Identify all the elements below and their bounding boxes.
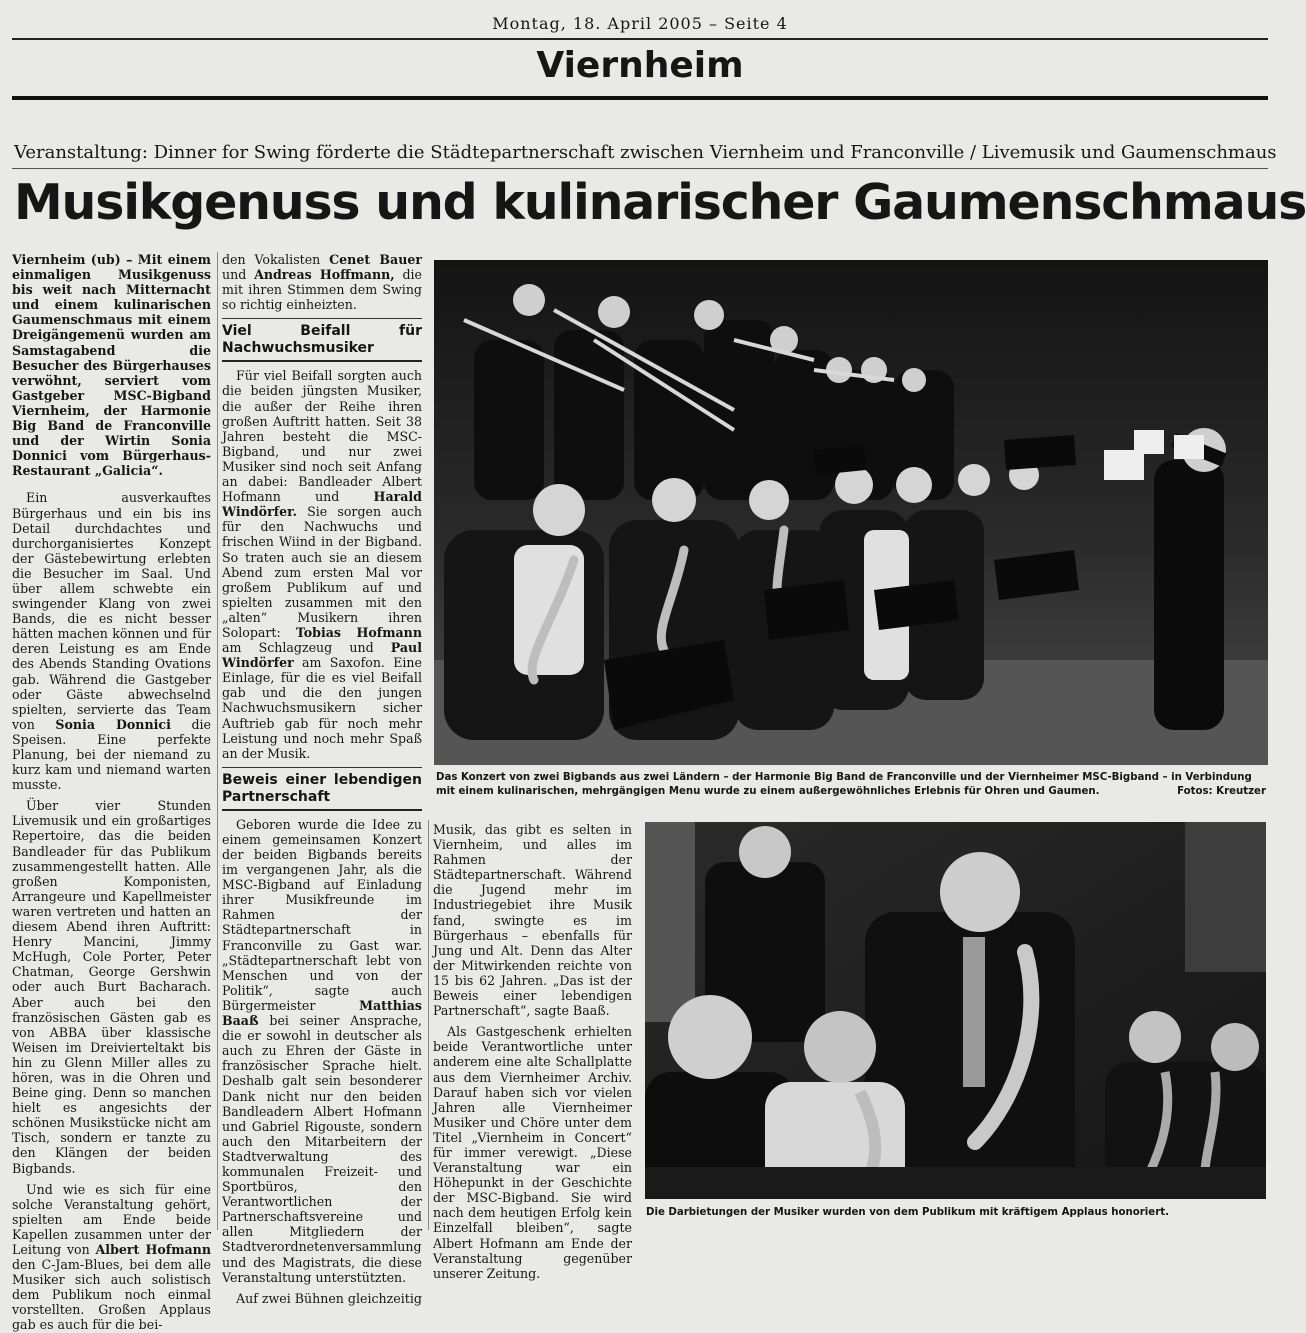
top-rule: [12, 38, 1268, 40]
body-paragraph: Auf zwei Bühnen gleichzeitig: [236, 1290, 422, 1306]
subheading-nachwuchs: Viel Beifall für Nachwuchsmusiker: [222, 318, 422, 362]
body-paragraph: Und wie es sich für eine solche Veranstaltung gehört, spielten am Ende beide Kapellen zusammen unter der Leitung von Albert Hofmann den C-Jam-Blues, bei dem alle Musiker sich auch solistisch dem Publikum noch einmal vorstellten. Großen Applaus gab es auch für die bei-: [12, 1181, 211, 1333]
column-divider: [217, 252, 218, 1230]
dateline: Montag, 18. April 2005 – Seite 4: [492, 14, 788, 33]
body-paragraph: Musik, das gibt es selten in Viernheim, und alles im Rahmen der Städtepartnerschaft. Während die Jugend mehr im Industriegebiet ihre Musik fand, swingte es im Bürgerhaus – ebenfalls für Jung und Alt. Denn das Alter der Mitwirkenden reichte von 15 bis 62 Jahren. „Das ist der Beweis einer lebendigen Partnerschaft“, sagte Baaß.: [433, 822, 632, 1019]
body-paragraph: den Vokalisten Cenet Bauer und Andreas Hoffmann, die mit ihren Stimmen dem Swing so richtig einheizten.: [222, 252, 423, 313]
subheading-partnerschaft: Beweis einer lebendigen Partnerschaft: [222, 767, 422, 811]
body-paragraph: Als Gastgeschenk erhielten beide Verantwortliche unter anderem eine alte Schallplatte aus dem Viernheimer Archiv. Darauf haben sich vor vielen Jahren alle Viernheimer Musiker und Chöre unter dem Titel „Viernheim in Concert“ für immer verewigt. „Diese Veranstaltung war ein Höhepunkt in der Geschichte der MSC-Bigband. Sie wird nach dem heutigen Erfolg kein Einzelfall bleiben“, sagte Albert Hofmann am Ende der Veranstaltung gegenüber unserer Zeitung.: [433, 1024, 632, 1281]
article-column-1: [12, 252, 211, 1333]
column-divider: [428, 820, 429, 1230]
body-paragraph: Ein ausverkauftes Bürgerhaus und ein bis ins Detail durchdachtes und durchorganisiertes Konzept der Gästebewirtung erlebten die Besucher im Saal. Und über allem schwebte ein swingender Klang von zwei Bands, die es nicht besser hätten machen können und für deren Leistung es am Ende des Abends Standing Ovations gab. Während die Gastgeber oder Gäste abwechselnd spielten, servierte das Team von Sonia Donnici die Speisen. Eine perfekte Planung, bei der niemand zu kurz kam und niemand warten musste.: [12, 490, 211, 793]
section-rule: [12, 96, 1268, 100]
photo2-caption: Die Darbietungen der Musiker wurden von dem Publikum mit kräftigem Applaus honoriert.: [646, 1207, 1169, 1218]
photo1-caption: Das Konzert von zwei Bigbands aus zwei Ländern – der Harmonie Big Band de Franconville und der Viernheimer MSC-Bigband – in Verbindung mit einem kulinarischen, mehrgängigen Menu wurde zu einem außergewöhnliches Erlebnis für Ohren und Gaumen. Fotos: Kreutzer: [436, 772, 1266, 797]
band-concert-photo: [434, 260, 1268, 765]
overline-rule: [12, 168, 1268, 169]
photo-credit: Fotos: Kreutzer: [1177, 786, 1266, 797]
lead-paragraph: Viernheim (ub) – Mit einem einmaligen Musikgenuss bis weit nach Mitternacht und einem kulinarischen Gaumenschmaus mit einem Dreigängemenü wurden am Samstagabend die Besucher des Bürgerhauses verwöhnt, serviert vom Gastgeber MSC-Bigband Viernheim, der Harmonie Big Band de Franconville und der Wirtin Sonia Donnici vom Bürgerhaus-Restaurant „Galicia“.: [12, 252, 211, 479]
article-column-2: [222, 252, 423, 1306]
section-title: Viernheim: [536, 45, 744, 86]
article-column-3: [433, 822, 632, 1281]
article-headline: Musikgenuss und kulinarischer Gaumenschmaus: [14, 174, 1306, 231]
saxophonist-photo: [645, 822, 1266, 1199]
body-paragraph: Geboren wurde die Idee zu einem gemeinsamen Konzert der beiden Bigbands bereits im vergangenen Jahr, als die MSC-Bigband auf Einladung ihrer Musikfreunde im Rahmen der Städtepartnerschaft in Franconville zu Gast war. „Städtepartnerschaft lebt von Menschen und von der Politik“, sagte auch Bürgermeister Matthias Baaß bei seiner Ansprache, die er sowohl in deutscher als auch zu Ehren der Gäste in französischer Sprache hielt. Deshalb galt sein besonderer Dank nicht nur den beiden Bandleadern Albert Hofmann und Gabriel Rigouste, sondern auch den Mitarbeitern der Stadtverwaltung des kommunalen Freizeit- und Sportbüros, den Verantwortlichen der Partnerschaftsvereine und allen Mitgliedern der Stadtverordnetenversammlung und des Magistrats, die diese Veranstaltung unterstützten.: [222, 816, 422, 1285]
article-overline: Veranstaltung: Dinner for Swing förderte die Städtepartnerschaft zwischen Viernheim und Franconville / Livemusik und Gaumenschmaus: [14, 142, 1277, 163]
body-paragraph: Für viel Beifall sorgten auch die beiden jüngsten Musiker, die außer der Reihe ihren großen Auftritt hatten. Seit 38 Jahren besteht die MSC-Bigband, und nur zwei Musiker sind noch seit Anfang an dabei: Bandleader Albert Hofmann und Harald Windörfer. Sie sorgen auch für den Nachwuchs und frischen Wiind in der Bigband. So traten auch sie an diesem Abend zum ersten Mal vor großem Publikum auf und spielten zusammen mit den „alten“ Musikern ihren Solopart: Tobias Hofmann am Schlagzeug und Paul Windörfer am Saxofon. Eine Einlage, für die es viel Beifall gab und die den jungen Nachwuchsmusikern sicher Auftrieb gab für noch mehr Leistung und noch mehr Spaß an der Musik.: [222, 368, 422, 761]
body-paragraph: Über vier Stunden Livemusik und ein großartiges Repertoire, das die beiden Bandleader für das Publikum zusammengestellt hatten. Alle großen Komponisten, Arrangeure und Kapellmeister waren vertreten und hatten an diesem Abend ihren Auftritt: Henry Mancini, Jimmy McHugh, Cole Porter, Peter Chatman, George Gershwin oder auch Burt Bacharach. Aber auch bei den französischen Gästen gab es von ABBA über klassische Weisen im Dreivierteltakt bis hin zu Glenn Miller alles zu hören, was in die Ohren und Beine ging. Denn so manchen hielt es angesichts der schönen Musikstücke nicht am Tisch, sondern er tanzte zu den Klängen der beiden Bigbands.: [12, 798, 211, 1176]
